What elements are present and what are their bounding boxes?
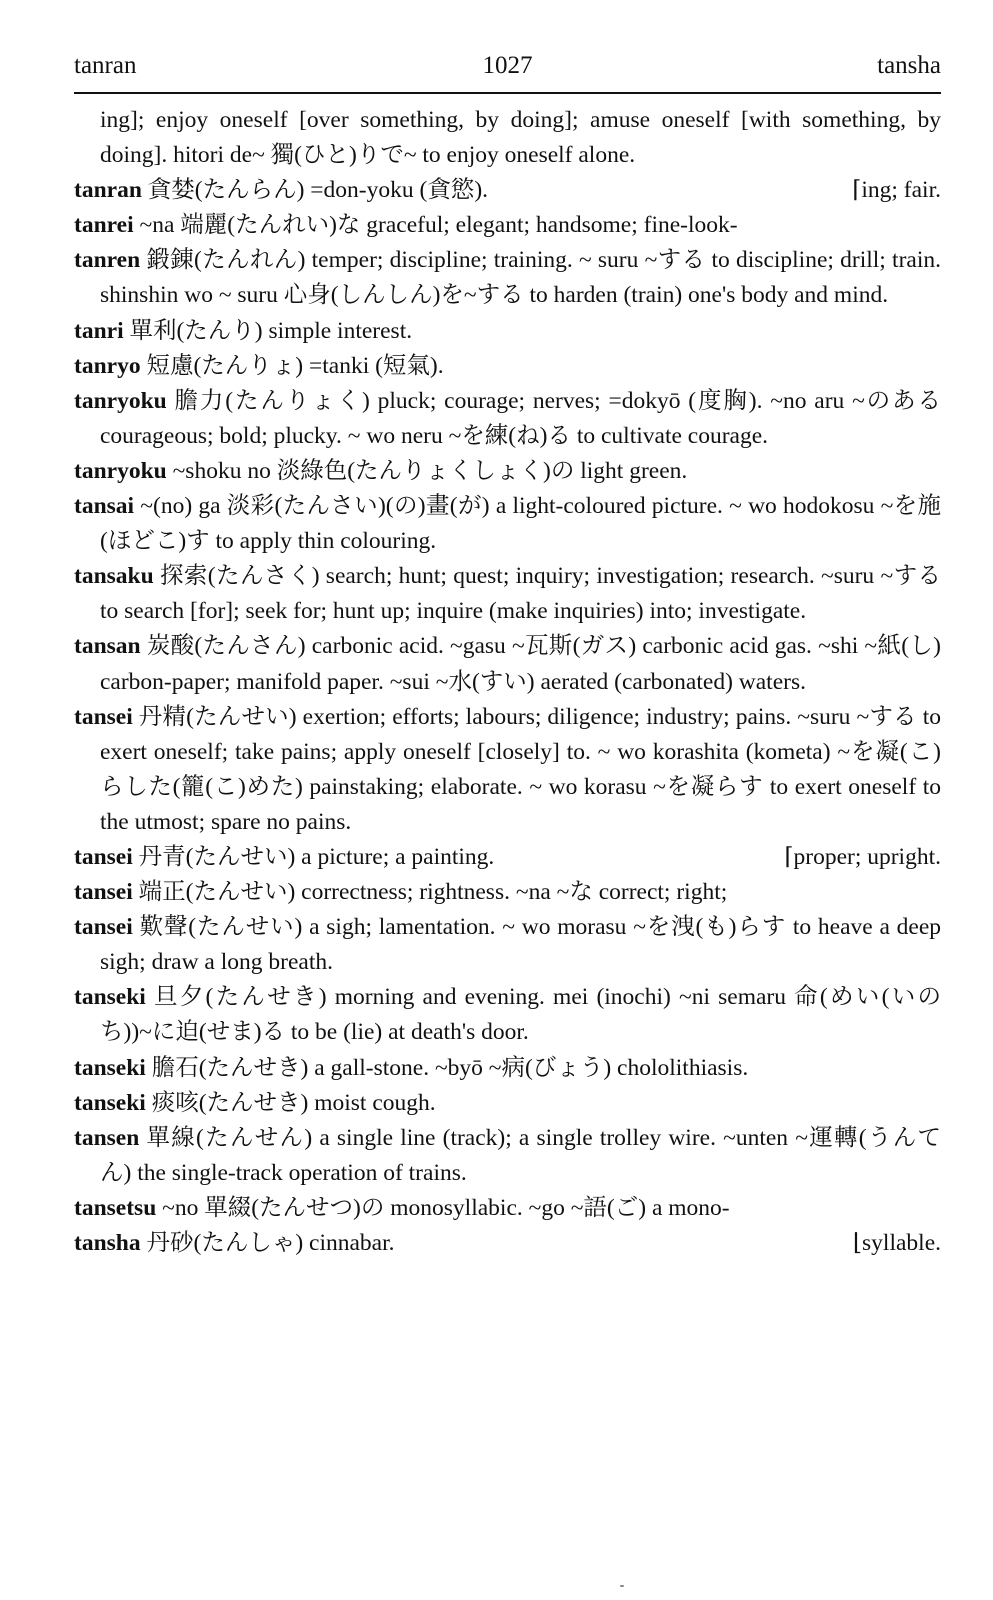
entry-text: ~na 端麗(たんれい)な graceful; elegant; handsome; fine-look- <box>139 212 738 239</box>
dictionary-entry <box>74 1191 941 1226</box>
dictionary-entry <box>74 208 941 243</box>
entry-headword: tanryoku <box>74 387 167 414</box>
dictionary-entry <box>74 875 941 910</box>
entry-text: ~shoku no 淡綠色(たんりょくしょく)の light green. <box>172 457 688 484</box>
entry-headword: tansei <box>74 703 133 730</box>
entry-headword: tansei <box>74 914 133 941</box>
entry-headword: tansei <box>74 879 133 906</box>
entry-headword: tansei <box>74 843 133 870</box>
entry-text: 丹青(たんせい) a picture; a painting. <box>138 843 495 870</box>
right-guide-word: tansha <box>877 52 941 79</box>
dictionary-entry <box>74 559 941 629</box>
dictionary-entry <box>74 840 941 875</box>
page-number: 1027 <box>482 52 533 79</box>
runover-note: ⌊syllable. <box>847 1226 941 1261</box>
dictionary-entry <box>74 1086 941 1121</box>
entry-headword: tanri <box>74 317 124 344</box>
entry-text: 端正(たんせい) correctness; rightness. ~na ~な correct; right; <box>138 879 728 906</box>
entry-list <box>74 103 941 1261</box>
entry-text: 單利(たんり) simple interest. <box>129 317 413 344</box>
entry-text: 旦夕(たんせき) morning and evening. mei (inochi) ~ni semaru 命(めい(いのち))~に迫(せま)る to be (lie) at death's door. <box>100 984 941 1046</box>
dictionary-entry <box>74 489 941 559</box>
entry-text: ~no 單綴(たんせつ)の monosyllabic. ~go ~語(ご) a mono- <box>162 1194 730 1221</box>
dictionary-entry <box>74 314 941 349</box>
entry-headword: tansen <box>74 1124 140 1151</box>
entry-headword: tansha <box>74 1230 141 1256</box>
dictionary-entry <box>74 1226 941 1261</box>
dictionary-entry <box>74 173 941 208</box>
entry-headword: tanren <box>74 247 141 274</box>
dictionary-entry <box>74 629 941 699</box>
dictionary-entry <box>74 384 941 454</box>
entry-headword: tansaku <box>74 563 154 590</box>
header-rule <box>74 92 941 94</box>
entry-headword: tansetsu <box>74 1194 157 1221</box>
entry-headword: tanryo <box>74 352 141 379</box>
left-guide-word: tanran <box>74 52 137 79</box>
entry-headword: tanseki <box>74 1054 146 1081</box>
entry-text: 短慮(たんりょ) =tanki (短氣). <box>146 352 444 379</box>
entry-headword: tanryoku <box>74 457 167 484</box>
entry-text: 丹精(たんせい) exertion; efforts; labours; diligence; industry; pains. ~suru ~する to exert oneself; take pains; apply oneself [closely] to. ~ wo korashita (kometa) ~を凝(こ)らした(籠(こ)めた) painstaking; elaborate. ~ wo korasu ~を凝らす to exert oneself to the utmost; spare no pains. <box>100 703 941 835</box>
running-head <box>74 46 941 86</box>
entry-headword: tansan <box>74 633 141 660</box>
entry-text: 鍛錬(たんれん) temper; discipline; training. ~ suru ~する to discipline; drill; train. shinshin wo ~ suru 心身(しんしん)を~する to harden (train) one's body and mind. <box>100 247 941 309</box>
entry-text: 探索(たんさく) search; hunt; quest; inquiry; investigation; research. ~suru ~する to search [for]; seek for; hunt up; inquire (make inquiries) into; investigate. <box>100 563 941 625</box>
dictionary-entry <box>74 243 941 313</box>
entry-headword: tanran <box>74 177 142 204</box>
dictionary-entry <box>74 910 941 980</box>
scan-speck <box>620 1585 624 1587</box>
dictionary-entry <box>74 700 941 840</box>
entry-text: 丹砂(たんしゃ) cinnabar. <box>146 1230 395 1256</box>
entry-text: 膽石(たんせき) a gall-stone. ~byō ~病(びょう) chololithiasis. <box>151 1054 749 1081</box>
entry-text: 膽力(たんりょく) pluck; courage; nerves; =dokyō (度胸). ~no aru ~のある courageous; bold; plucky. ~ wo neru ~を練(ね)る to cultivate courage. <box>100 387 941 449</box>
entry-text: 痰咳(たんせき) moist cough. <box>151 1089 436 1116</box>
entry-headword: tanseki <box>74 1089 146 1116</box>
entry-text: ~(no) ga 淡彩(たんさい)(の)畫(が) a light-coloured picture. ~ wo hodokosu ~を施(ほどこ)す to apply thin colouring. <box>100 493 941 555</box>
dictionary-entry <box>74 1121 941 1191</box>
runover-note: ⌈ing; fair. <box>846 173 941 208</box>
dictionary-entry <box>74 349 941 384</box>
dictionary-entry-continued <box>74 103 941 173</box>
entry-text: 炭酸(たんさん) carbonic acid. ~gasu ~瓦斯(ガス) carbonic acid gas. ~shi ~紙(し) carbon-paper; manifold paper. ~sui ~水(すい) aerated (carbonated) waters. <box>100 633 941 695</box>
entry-text: 歎聲(たんせい) a sigh; lamentation. ~ wo morasu ~を洩(も)らす to heave a deep sigh; draw a long breath. <box>100 914 941 976</box>
entry-headword: tanseki <box>74 984 146 1011</box>
entry-headword: tansai <box>74 493 135 520</box>
entry-headword: tanrei <box>74 212 134 239</box>
entry-text: ing]; enjoy oneself [over something, by doing]; amuse oneself [with something, by doing]. hitori de~ 獨(ひと)りで~ to enjoy oneself alone. <box>100 107 941 169</box>
dictionary-entry <box>74 454 941 489</box>
dictionary-entry <box>74 980 941 1050</box>
runover-note: ⌈proper; upright. <box>778 840 941 875</box>
entry-text: 單線(たんせん) a single line (track); a single trolley wire. ~unten ~運轉(うんてん) the single-track operation of trains. <box>100 1124 941 1186</box>
dictionary-entry <box>74 1051 941 1086</box>
entry-text: 貪婪(たんらん) =don-yoku (貪慾). <box>147 177 489 204</box>
